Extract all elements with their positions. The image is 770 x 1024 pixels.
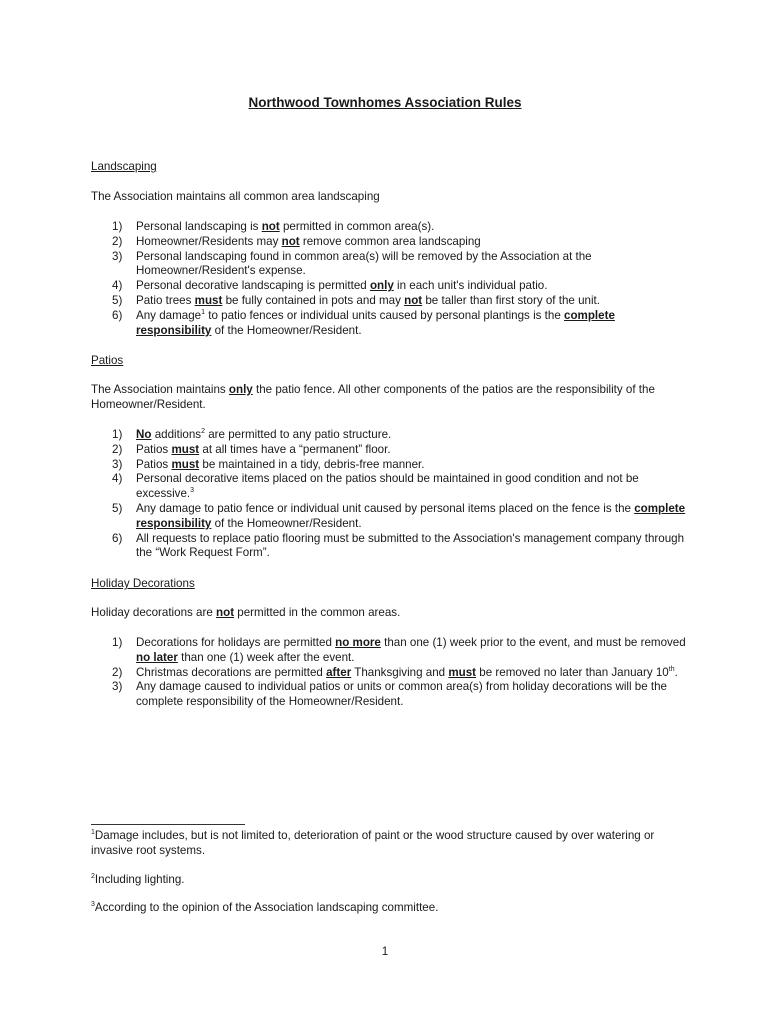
list-item-number: 1) bbox=[112, 428, 123, 441]
holiday-rules-list bbox=[91, 636, 691, 710]
list-item-number: 3) bbox=[112, 457, 123, 471]
page-number: 1 bbox=[381, 945, 389, 958]
list-item bbox=[91, 443, 691, 458]
document-title: Northwood Townhomes Association Rules bbox=[248, 95, 522, 110]
footnote-reference: 1 bbox=[201, 308, 206, 316]
rule-text: remove common area landscaping bbox=[299, 234, 481, 248]
rule-text: Patios bbox=[136, 457, 172, 471]
rule-text: Personal decorative landscaping is permitted bbox=[136, 279, 370, 293]
footnote-2 bbox=[91, 873, 691, 888]
patios-rules-list bbox=[91, 428, 691, 561]
rule-text: Personal decorative items placed on the patios should be maintained in good condition and not be excessive. bbox=[136, 472, 639, 501]
emphasis-text: no later bbox=[136, 650, 178, 664]
list-item-number: 2) bbox=[112, 442, 123, 456]
emphasis-text: not bbox=[216, 606, 235, 619]
rule-text: additions bbox=[151, 428, 202, 441]
list-item-number: 5) bbox=[112, 501, 123, 515]
rule-text: . bbox=[674, 665, 678, 679]
emphasis-text: complete responsibility bbox=[136, 501, 686, 530]
list-item-number: 5) bbox=[112, 293, 123, 307]
list-item bbox=[91, 532, 691, 562]
footnote-text: Damage includes, but is not limited to, deterioration of paint or the wood structure caused by over watering or invasive root systems. bbox=[91, 829, 655, 857]
list-item-number: 2) bbox=[112, 234, 123, 248]
emphasis-text: only bbox=[369, 279, 394, 293]
rule-text: Patios bbox=[136, 442, 172, 456]
rule-text: permitted in common area(s). bbox=[279, 220, 435, 233]
emphasis-text: not bbox=[281, 234, 300, 248]
emphasis-text: No bbox=[136, 428, 152, 441]
footnote-separator bbox=[91, 824, 245, 825]
list-item-number: 1) bbox=[112, 636, 123, 649]
section-heading-patios: Patios bbox=[91, 354, 124, 367]
rule-text: of the Homeowner/Resident. bbox=[211, 323, 362, 337]
list-item bbox=[91, 294, 691, 309]
list-item bbox=[91, 680, 691, 710]
list-item bbox=[91, 458, 691, 473]
list-item-number: 3) bbox=[112, 680, 123, 694]
section-heading-holiday-decorations: Holiday Decorations bbox=[91, 577, 195, 590]
footnote-text: According to the opinion of the Association landscaping committee. bbox=[94, 901, 439, 914]
emphasis-text: complete responsibility bbox=[136, 308, 615, 337]
emphasis-text: after bbox=[326, 665, 352, 679]
intro-text: the patio fence. All other components of the patios are the responsibility of the Homeowner/Resident. bbox=[91, 383, 655, 411]
rule-text: Thanksgiving and bbox=[351, 665, 449, 679]
landscaping-rules-list bbox=[91, 220, 691, 338]
rule-text: at all times have a “permanent” floor. bbox=[199, 442, 391, 456]
list-item-number: 1) bbox=[112, 220, 123, 233]
emphasis-text: not bbox=[261, 220, 280, 233]
footnote-mark: 2 bbox=[91, 873, 95, 881]
footnote-reference: 3 bbox=[190, 487, 195, 495]
rule-text: Personal landscaping is bbox=[136, 220, 262, 233]
intro-text: permitted in the common areas. bbox=[234, 606, 401, 619]
emphasis-text: only bbox=[228, 383, 253, 396]
patios-intro bbox=[91, 383, 691, 413]
footnote-text: Including lighting. bbox=[94, 873, 185, 886]
list-item bbox=[91, 220, 691, 235]
rule-text: be taller than first story of the unit. bbox=[422, 293, 600, 307]
intro-text: Holiday decorations are bbox=[91, 606, 217, 619]
list-item bbox=[91, 502, 691, 532]
list-item bbox=[91, 666, 691, 681]
rule-text: than one (1) week after the event. bbox=[177, 650, 355, 664]
rule-text: be removed no later than January 10 bbox=[476, 665, 669, 679]
emphasis-text: not bbox=[404, 293, 423, 307]
section-heading-landscaping: Landscaping bbox=[91, 160, 157, 173]
list-item-number: 3) bbox=[112, 249, 123, 263]
list-item bbox=[91, 279, 691, 294]
emphasis-text: must bbox=[194, 293, 223, 307]
ordinal-suffix: th bbox=[668, 665, 675, 673]
footnote-reference: 2 bbox=[201, 428, 206, 436]
rule-text: than one (1) week prior to the event, and must be removed bbox=[380, 636, 686, 649]
rule-text: Christmas decorations are permitted bbox=[136, 665, 327, 679]
rule-text: Any damage bbox=[136, 308, 202, 322]
footnote-mark: 3 bbox=[91, 901, 95, 909]
intro-text: The Association maintains bbox=[91, 383, 229, 396]
emphasis-text: must bbox=[171, 457, 200, 471]
landscaping-intro: The Association maintains all common area landscaping bbox=[91, 190, 380, 203]
rule-text: Any damage to patio fence or individual unit caused by personal items placed on the fence is the bbox=[136, 501, 635, 515]
list-item bbox=[91, 472, 691, 502]
rule-text: be maintained in a tidy, debris-free manner. bbox=[199, 457, 425, 471]
list-item bbox=[91, 235, 691, 250]
rule-text: All requests to replace patio flooring must be submitted to the Association's management company through the “Work Request Form”. bbox=[136, 531, 685, 560]
emphasis-text: must bbox=[448, 665, 477, 679]
list-item-number: 2) bbox=[112, 665, 123, 679]
rule-text: Any damage caused to individual patios or units or common area(s) from holiday decorations will be the complete responsibility of the Homeowner/Resident. bbox=[136, 680, 668, 709]
rule-text: Homeowner/Residents may bbox=[136, 234, 282, 248]
list-item-number: 6) bbox=[112, 531, 123, 545]
rule-text: of the Homeowner/Resident. bbox=[211, 516, 362, 530]
footnote-3 bbox=[91, 901, 691, 916]
list-item bbox=[91, 250, 691, 280]
list-item-number: 4) bbox=[112, 279, 123, 293]
rule-text: are permitted to any patio structure. bbox=[205, 428, 392, 441]
rule-text: in each unit's individual patio. bbox=[393, 279, 548, 293]
list-item bbox=[91, 636, 691, 666]
rule-text: Personal landscaping found in common area(s) will be removed by the Association at the Homeowner/Resident's expense. bbox=[136, 249, 592, 278]
list-item-number: 6) bbox=[112, 308, 123, 322]
footnote-1 bbox=[91, 829, 691, 859]
rule-text: be fully contained in pots and may bbox=[222, 293, 405, 307]
rule-text: Patio trees bbox=[136, 293, 195, 307]
list-item bbox=[91, 309, 691, 339]
emphasis-text: no more bbox=[335, 636, 381, 649]
list-item-number: 4) bbox=[112, 472, 123, 486]
list-item bbox=[91, 428, 691, 443]
emphasis-text: must bbox=[171, 442, 200, 456]
footnote-mark: 1 bbox=[91, 829, 95, 837]
rule-text: Decorations for holidays are permitted bbox=[136, 636, 336, 649]
rule-text: to patio fences or individual units caused by personal plantings is the bbox=[205, 308, 564, 322]
holiday-intro bbox=[91, 606, 691, 621]
